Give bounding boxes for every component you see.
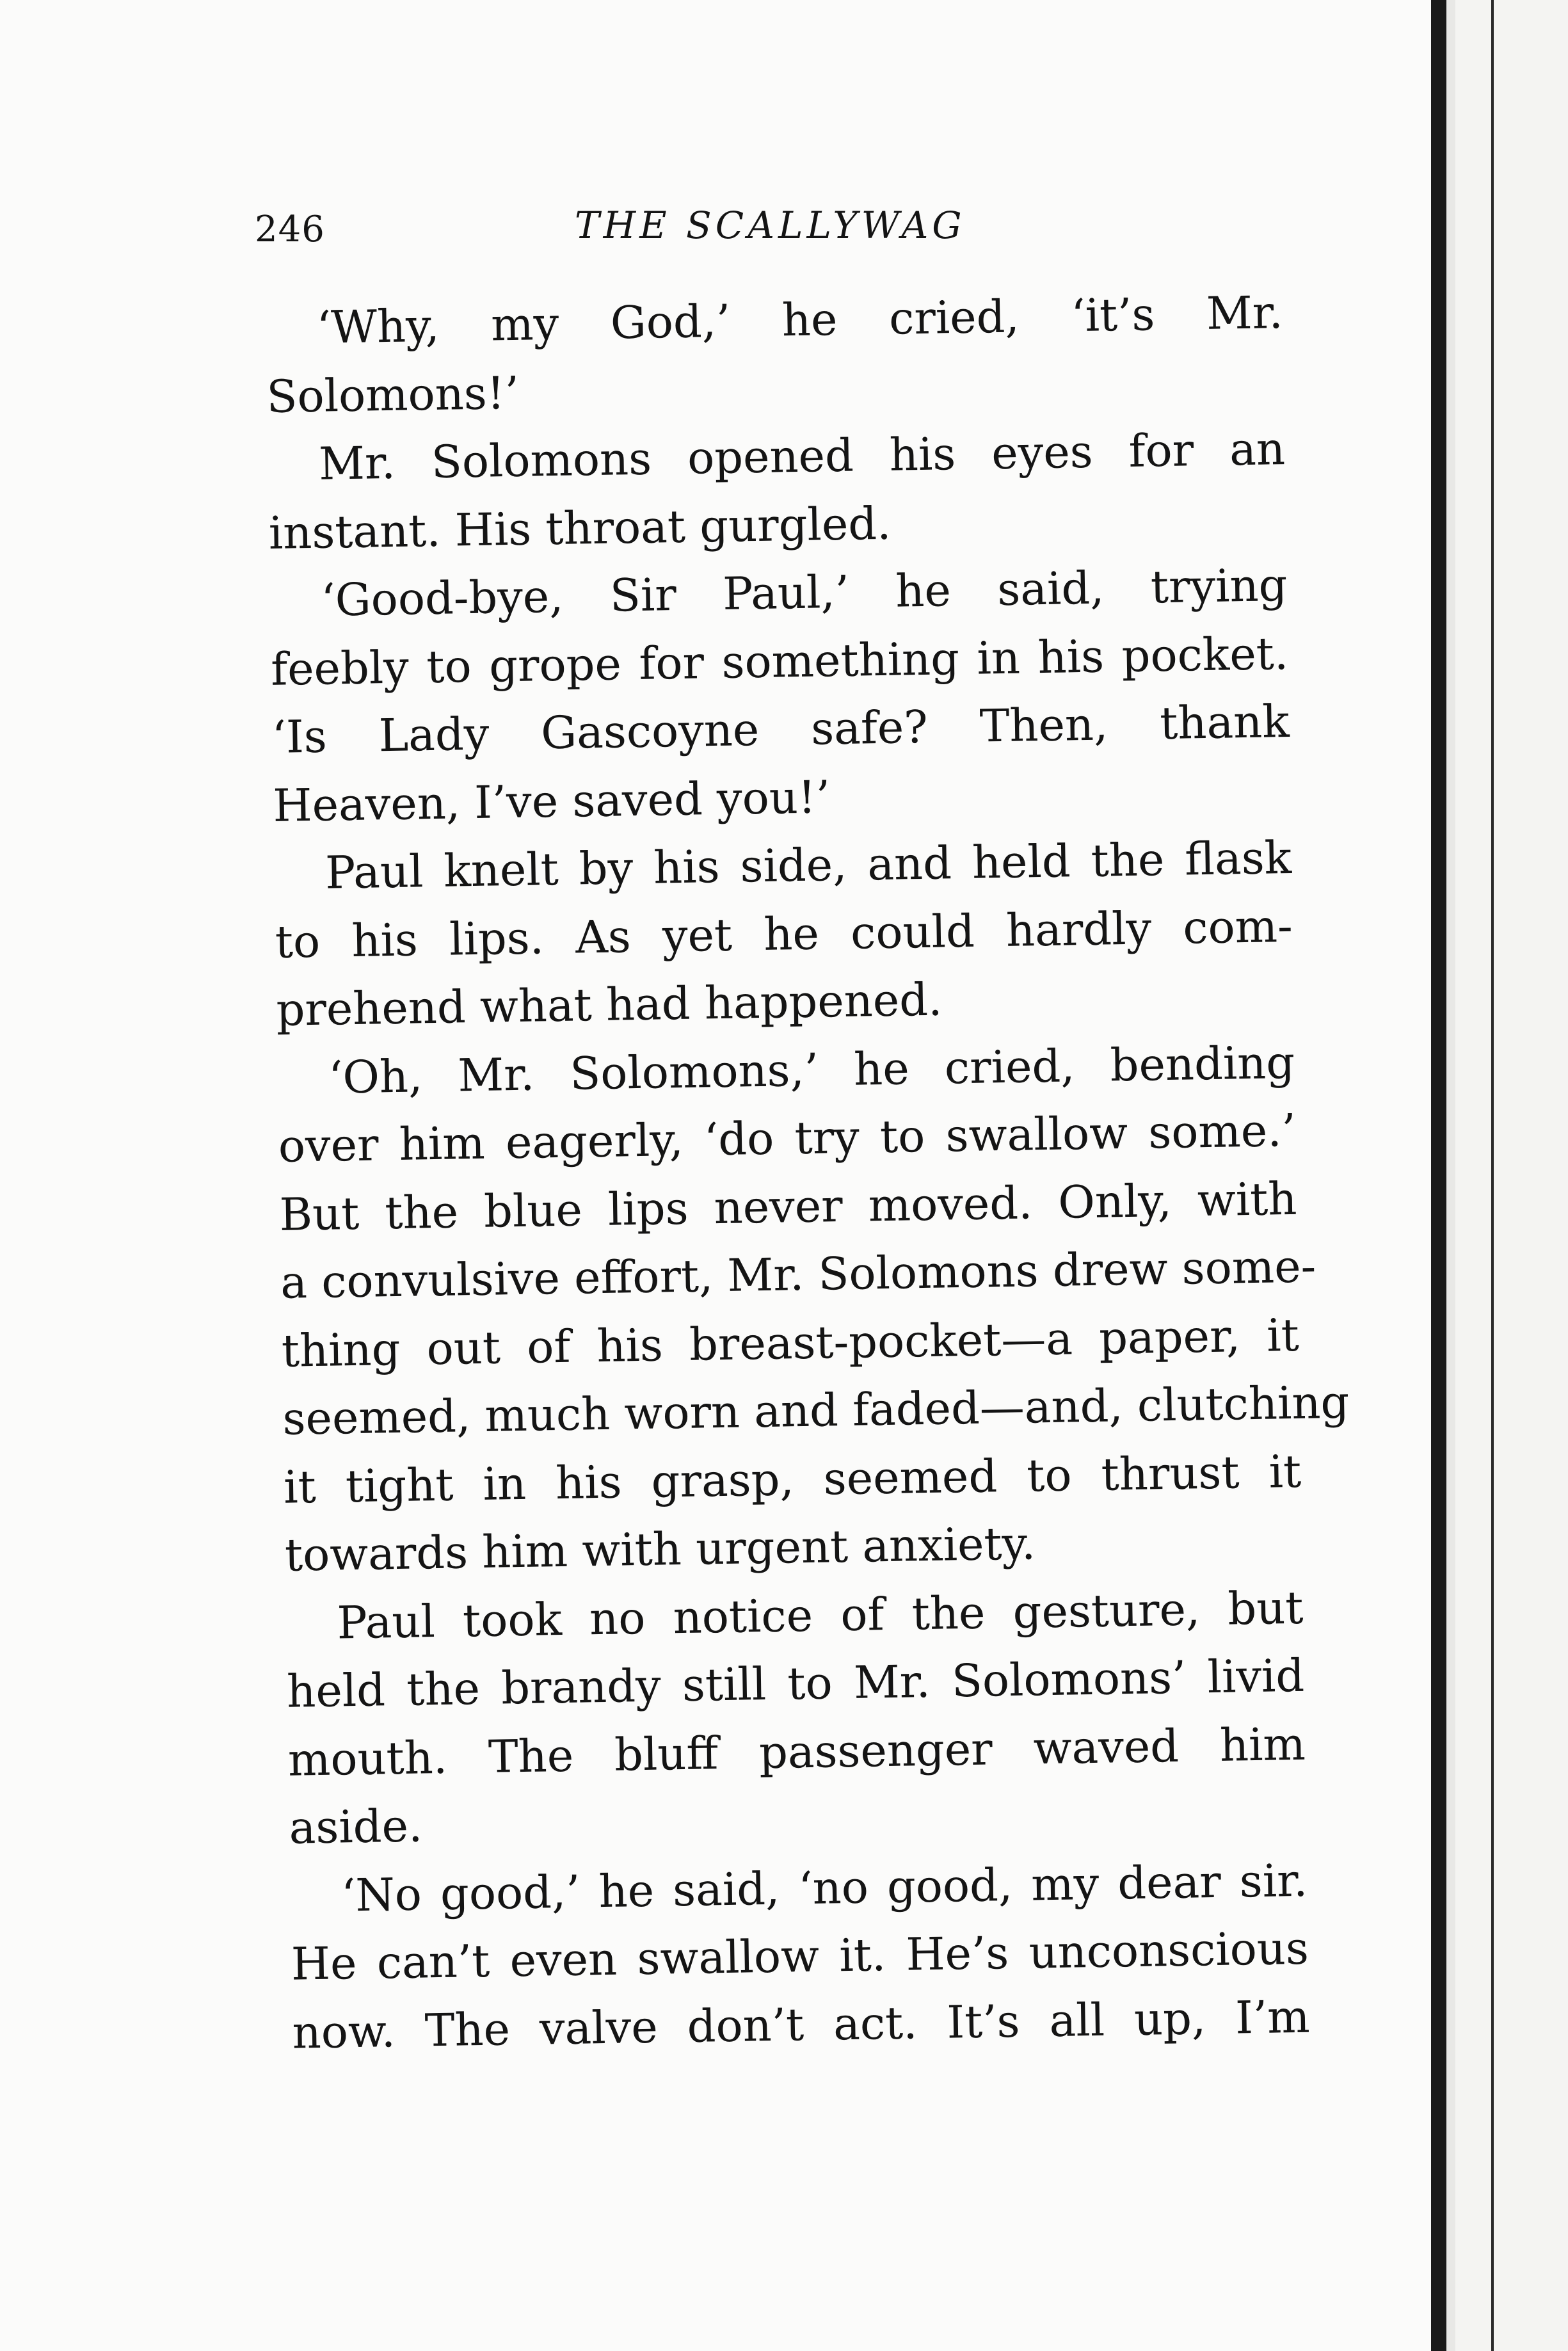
text-line: instant. His throat gurgled.	[268, 497, 892, 559]
page-margin-outer	[1455, 0, 1568, 2351]
text-line: it tight in his grasp, seemed to thrust it	[283, 1445, 1302, 1514]
text-line: ‘No good,’ he said, ‘no good, my dear sir.	[340, 1854, 1308, 1922]
text-line: thing out of his breast-pocket—a paper, it	[281, 1308, 1300, 1377]
text-line: Mr. Solomons opened his eyes for an	[318, 422, 1286, 490]
running-title: THE SCALLYWAG	[575, 204, 966, 247]
text-line: ‘Why, my God,’ he cried, ‘it’s Mr.	[316, 286, 1284, 354]
text-line: Heaven, I’ve saved you!’	[272, 770, 831, 832]
text-line: Paul knelt by his side, and held the flask	[324, 831, 1292, 899]
text-line: Paul took no notice of the gesture, but	[336, 1581, 1304, 1649]
text-line: prehend what had happened.	[275, 973, 943, 1036]
text-line: He can’t even swallow it. He’s unconscious	[291, 1922, 1309, 1991]
binding-edge	[1431, 0, 1446, 2351]
text-line: now. The valve don’t act. It’s all up, I’m	[292, 1990, 1311, 2059]
text-line: over him eagerly, ‘do try to swallow some.’	[278, 1103, 1297, 1173]
text-line: mouth. The bluff passenger waved him	[287, 1717, 1306, 1786]
text-line: feebly to grope for something in his pocket.	[270, 627, 1289, 696]
text-line: to his lips. As yet he could hardly com-	[275, 899, 1293, 968]
text-line: towards him with urgent anxiety.	[284, 1517, 1036, 1582]
text-line: seemed, much worn and faded—and, clutching	[282, 1376, 1350, 1445]
text-line: But the blue lips never moved. Only, with	[278, 1172, 1298, 1241]
binding-gap	[1446, 0, 1455, 2351]
text-line: ‘Is Lady Gascoyne safe? Then, thank	[271, 694, 1290, 764]
body-text	[265, 278, 1350, 2067]
binding-line	[1491, 0, 1494, 2351]
page-number: 246	[255, 209, 325, 250]
running-header	[255, 204, 1279, 261]
text-line: Solomons!’	[266, 366, 520, 423]
text-line: a convulsive effort, Mr. Solomons drew some-	[280, 1240, 1316, 1309]
text-line: ‘Good-bye, Sir Paul,’ he said, trying	[320, 558, 1288, 627]
text-line: ‘Oh, Mr. Solomons,’ he cried, bending	[328, 1036, 1295, 1104]
text-line: held the brandy still to Mr. Solomons’ livid	[286, 1649, 1305, 1718]
text-line: aside.	[288, 1799, 423, 1854]
